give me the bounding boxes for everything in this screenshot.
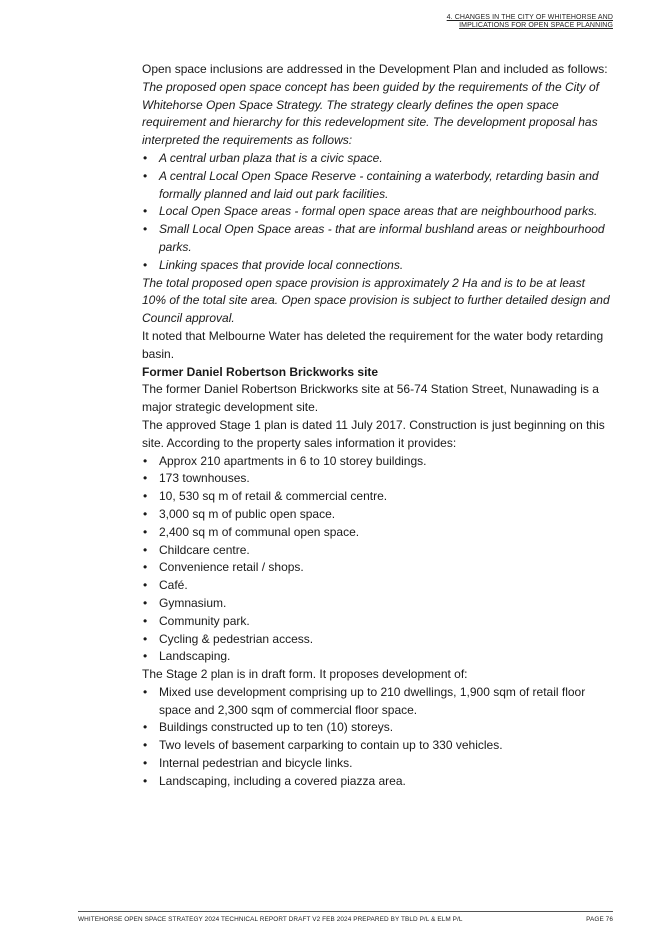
running-footer [78, 911, 613, 923]
running-header [447, 14, 613, 30]
list-item: • Community park. [142, 613, 612, 631]
intro-paragraph: Open space inclusions are addressed in the Development Plan and included as follows: [142, 62, 608, 76]
list-item: • Gymnasium. [142, 595, 612, 613]
running-header-line-1: 4. CHANGES IN THE CITY OF WHITEHORSE AND [446, 14, 613, 21]
list-item: • Internal pedestrian and bicycle links. [142, 755, 612, 773]
list-item: • A central Local Open Space Reserve - containing a waterbody, retarding basin and formally planned and laid out park facilities. [142, 168, 612, 204]
list-item: • Mixed use development comprising up to 210 dwellings, 1,900 sqm of retail floor space and 2,300 sqm of commercial floor space. [142, 684, 612, 720]
list-item: • Cycling & pedestrian access. [142, 631, 612, 649]
list-item: • 3,000 sq m of public open space. [142, 506, 612, 524]
list-item: • Linking spaces that provide local connections. [142, 257, 612, 275]
open-space-bullet-list [142, 150, 612, 275]
page-number: PAGE 76 [586, 916, 613, 923]
melbourne-water-paragraph: It noted that Melbourne Water has deleted the requirement for the water body retarding basin. [142, 328, 604, 361]
page-body [142, 61, 612, 791]
list-item: • A central urban plaza that is a civic space. [142, 150, 612, 168]
list-item: • 2,400 sq m of communal open space. [142, 524, 612, 542]
stage1-paragraph: The approved Stage 1 plan is dated 11 July 2017. Construction is just beginning on this site. According to the property sales information it provides: [142, 417, 605, 450]
list-item: • Landscaping. [142, 648, 612, 666]
list-item: • Café. [142, 577, 612, 595]
quoted-paragraph: The proposed open space concept has been guided by the requirements of the City of Whitehorse Open Space Strategy. The strategy clearly defines the open space requirement and hierarchy for this redevelopment site. The development proposal has interpreted the requirements as follows: [142, 79, 599, 148]
list-item: • 10, 530 sq m of retail & commercial centre. [142, 488, 612, 506]
list-item: • Childcare centre. [142, 542, 612, 560]
list-item: • Small Local Open Space areas - that are informal bushland areas or neighbourhood parks. [142, 221, 612, 257]
list-item: • Approx 210 apartments in 6 to 10 storey buildings. [142, 453, 612, 471]
list-item: • Landscaping, including a covered piazza area. [142, 773, 612, 791]
stage1-bullet-list [142, 453, 612, 667]
list-item: • Local Open Space areas - formal open space areas that are neighbourhood parks. [142, 203, 612, 221]
list-item: • 173 townhouses. [142, 470, 612, 488]
stage2-paragraph: The Stage 2 plan is in draft form. It proposes development of: [142, 667, 468, 682]
list-item: • Buildings constructed up to ten (10) storeys. [142, 719, 612, 737]
footer-text: WHITEHORSE OPEN SPACE STRATEGY 2024 TECHNICAL REPORT DRAFT V2 FEB 2024 PREPARED BY TBLD P/L & ELM P/L [78, 916, 463, 923]
total-open-space-paragraph: The total proposed open space provision is approximately 2 Ha and is to be at least 10% of the total site area. Open space provision is subject to further detailed design and Council approval. [142, 275, 610, 326]
site-description-paragraph: The former Daniel Robertson Brickworks site at 56-74 Station Street, Nunawading is a major strategic development site. [142, 382, 599, 415]
list-item: • Convenience retail / shops. [142, 559, 612, 577]
list-item: • Two levels of basement carparking to contain up to 330 vehicles. [142, 737, 612, 755]
section-heading: Former Daniel Robertson Brickworks site [142, 364, 379, 379]
stage2-bullet-list [142, 684, 612, 791]
running-header-line-2: IMPLICATIONS FOR OPEN SPACE PLANNING [459, 22, 613, 29]
